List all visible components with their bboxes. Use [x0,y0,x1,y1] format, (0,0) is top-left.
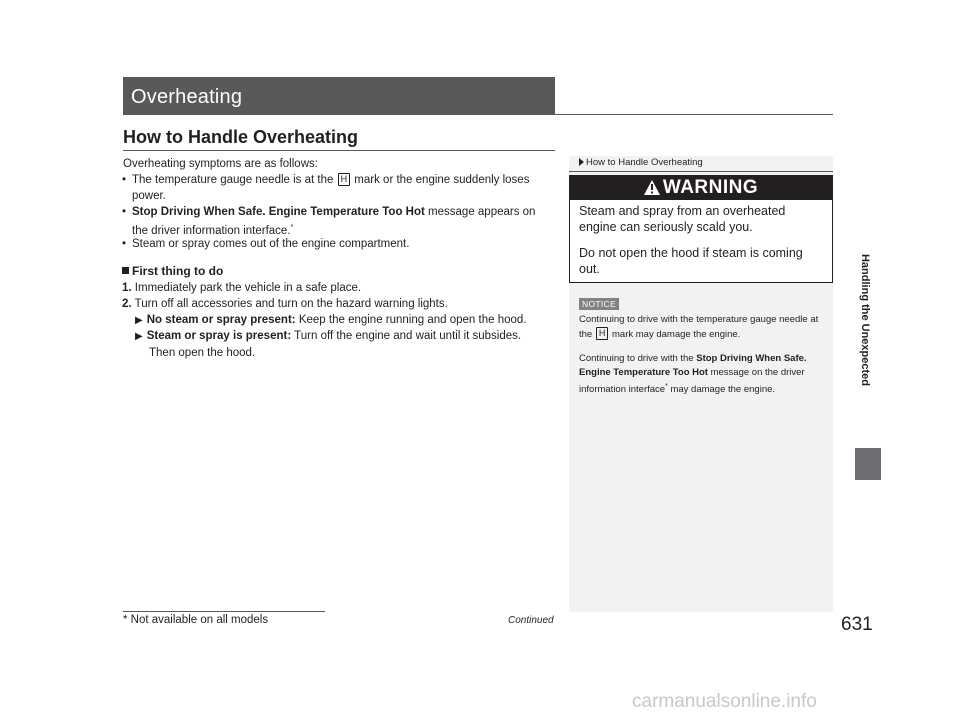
warning-text: Steam and spray from an overheated engine can seriously scald you. [579,204,786,234]
sub-step-no-steam: ▶ No steam or spray present: Keep the engine running and open the hood. [135,314,527,326]
h-mark-icon: H [338,173,351,186]
arrow-right-icon: ▶ [135,331,143,342]
bullet-dot: • [122,238,127,250]
bullet-item: • Stop Driving When Safe. Engine Temperature Too Hot message appears on the driver information interface.* [122,206,536,237]
h-mark-icon: H [596,327,609,340]
footnote-marker: * [290,224,294,231]
section-divider [555,114,833,115]
subsection-heading: First thing to do [122,264,223,278]
heading-divider [123,150,555,151]
arrow-right-icon: ▶ [135,315,143,326]
square-bullet-icon [122,267,129,274]
warning-label: WARNING [662,177,759,198]
continued-label: Continued [508,615,554,626]
notice-text: Continuing to drive with the Stop Driving When Safe. Engine Temperature Too Hot message on the driver information interface* may damage the engine. [579,353,807,396]
chapter-tab-label: Handling the Unexpected [859,253,871,387]
step-1: 1. Immediately park the vehicle in a safe place. [122,282,362,294]
warning-header [570,176,832,200]
step-2: 2. Turn off all accessories and turn on the hazard warning lights. [122,298,448,310]
sub-step-steam: ▶ Steam or spray is present: Turn off the engine and wait until it subsides. Then open the hood. [135,330,522,359]
watermark: carmanualsonline.info [632,691,817,712]
page-heading: How to Handle Overheating [123,127,359,147]
bullet-dot: • [122,206,127,218]
reference-marker-icon [579,158,584,166]
sidebar-divider [569,171,833,172]
warning-icon [644,180,660,200]
notice-text: Continuing to drive with the temperature gauge needle at the H mark may damage the engine. [579,314,819,340]
footnote: * Not available on all models [123,614,269,626]
sidebar-title: How to Handle Overheating [579,157,703,168]
bullet-dot: • [122,174,127,186]
chapter-tab-marker [855,448,881,480]
footnote-divider [123,611,325,612]
page-number: 631 [841,614,873,635]
section-title: Overheating [131,86,243,108]
bullet-item: • Steam or spray comes out of the engine compartment. [122,238,410,250]
intro-text: Overheating symptoms are as follows: [123,158,318,170]
warning-text: Do not open the hood if steam is coming out. [579,246,803,276]
bullet-item: • The temperature gauge needle is at the H mark or the engine suddenly loses power. [122,174,530,202]
notice-badge: NOTICE [579,298,619,310]
footnote-marker: * [665,383,668,390]
